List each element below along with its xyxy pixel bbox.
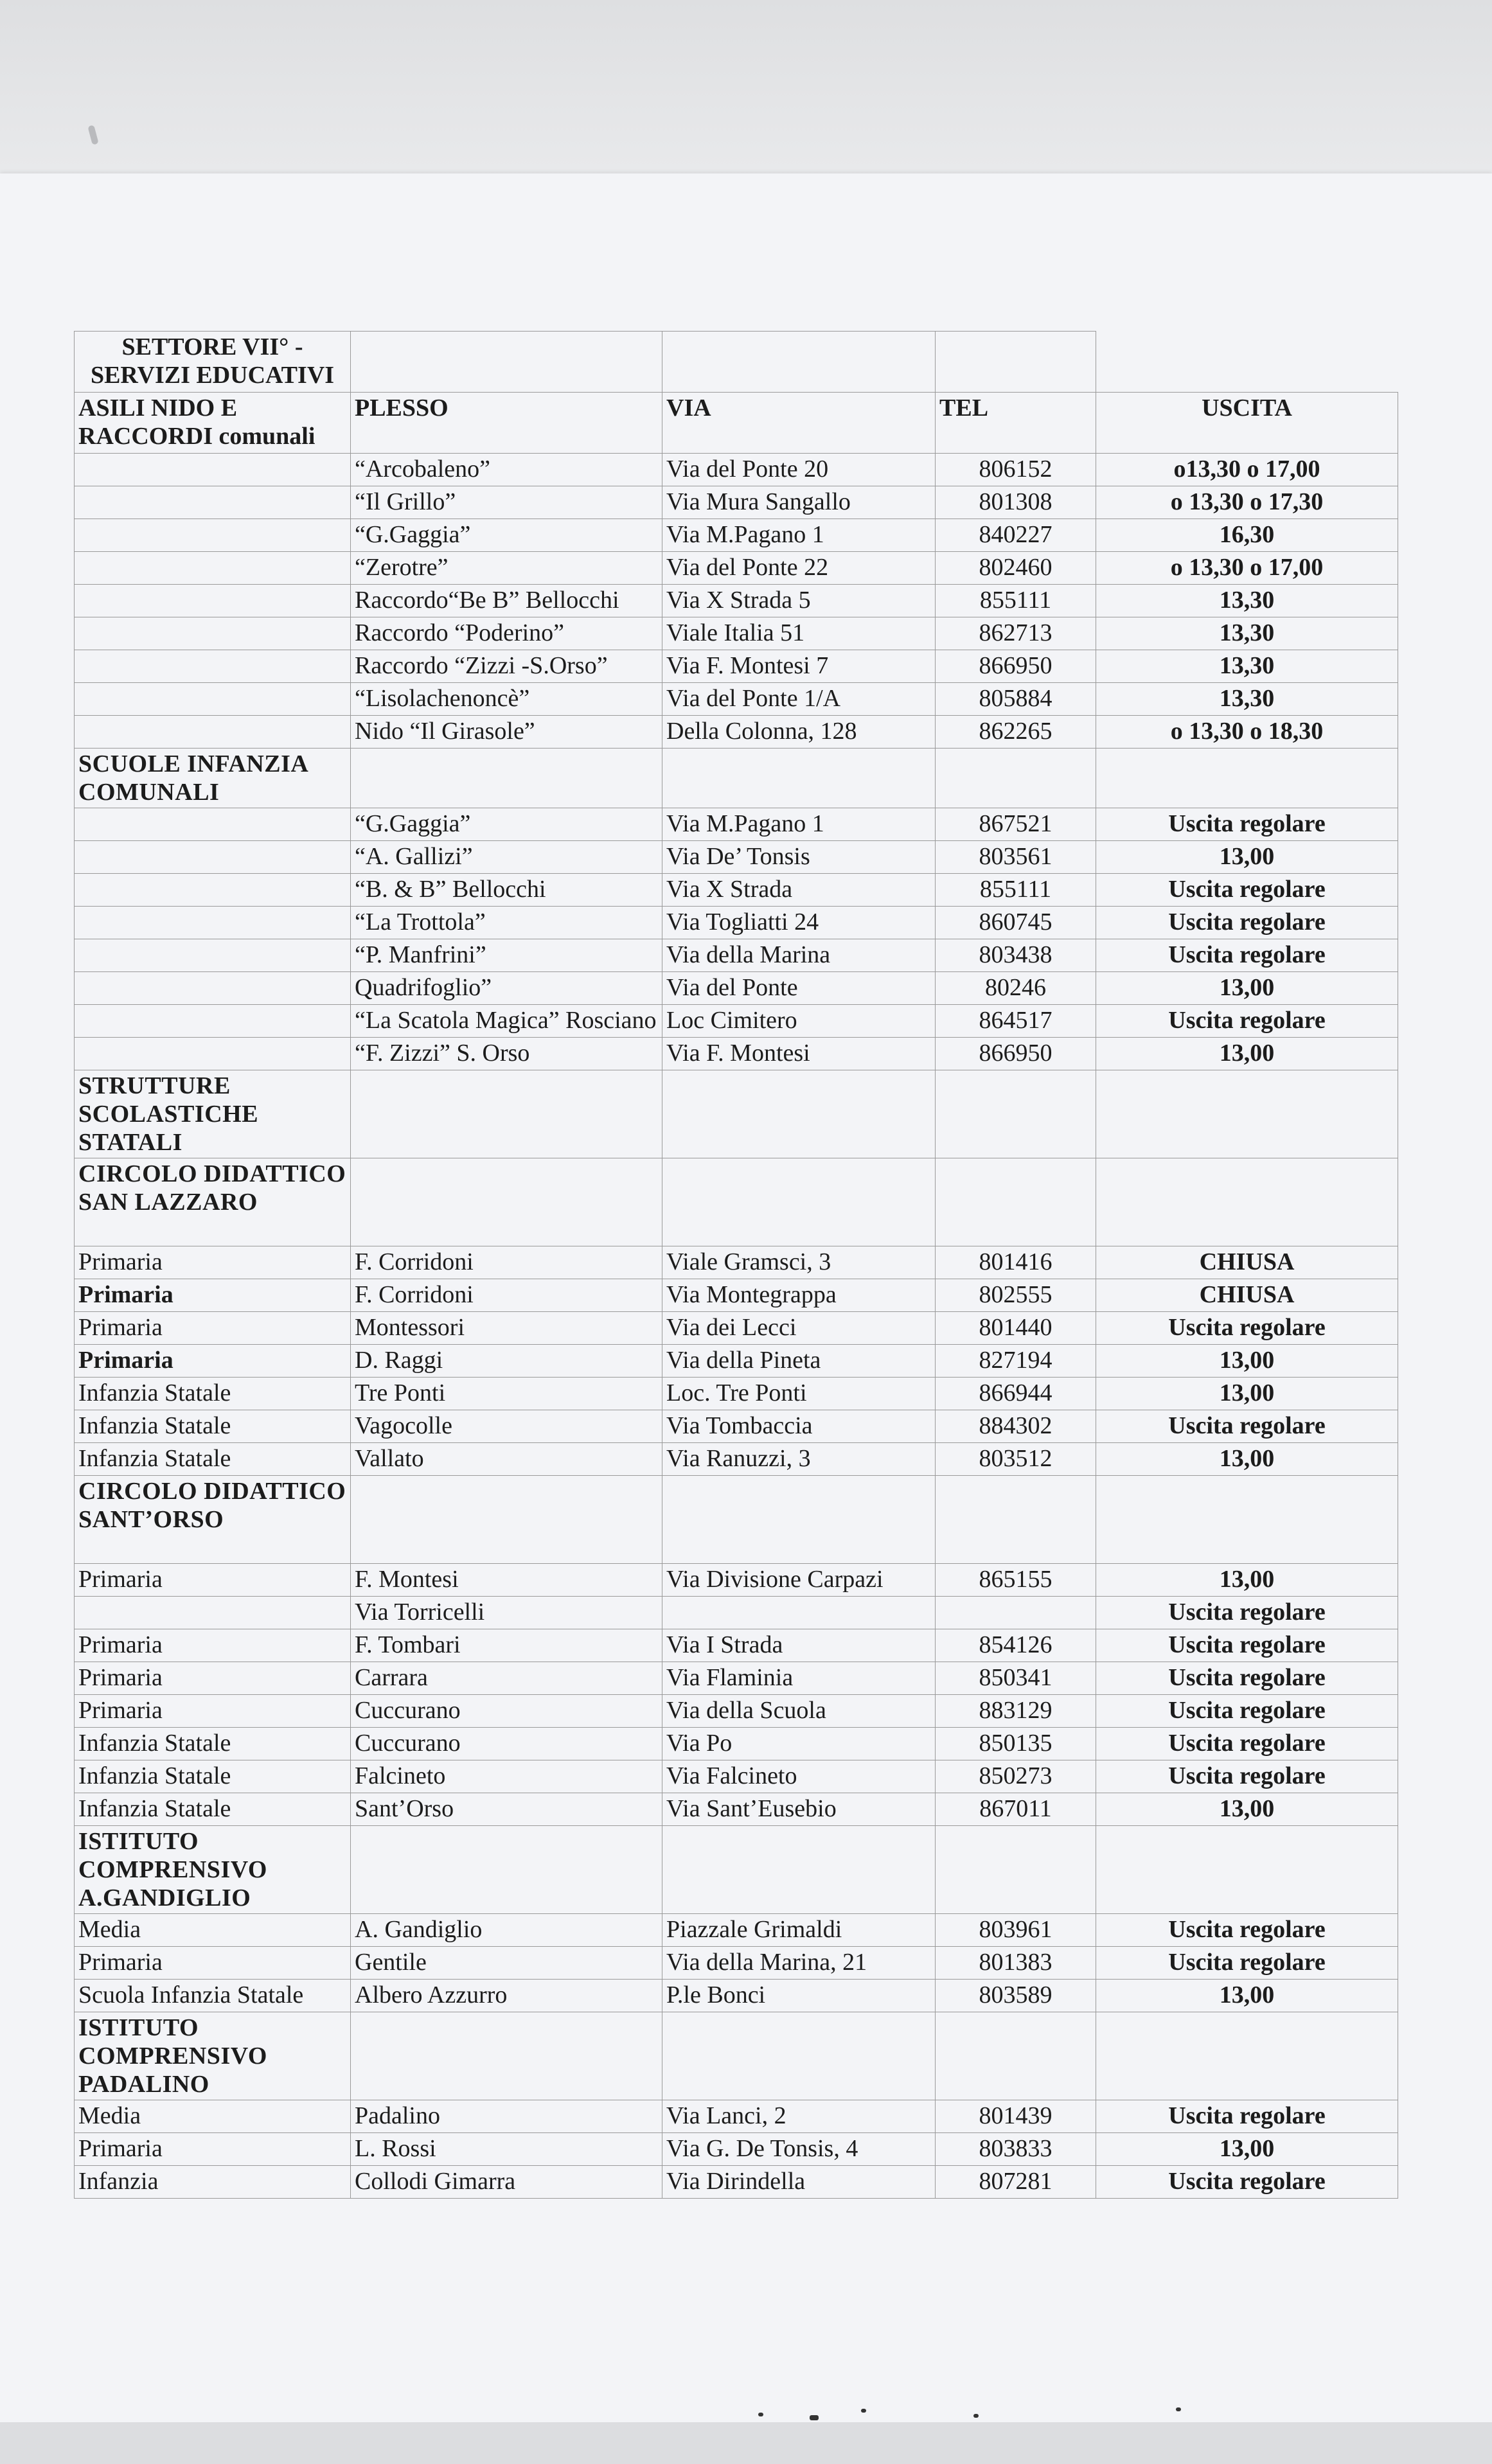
- cell-uscita: 13,00: [1096, 841, 1398, 874]
- cell-tel: 803589: [936, 1980, 1096, 2012]
- table-row: [75, 1695, 1398, 1728]
- cell-via: Via F. Montesi 7: [662, 650, 936, 683]
- cell-tel: 806152: [936, 454, 1096, 486]
- empty-cell: [351, 2012, 662, 2100]
- cell-via: Via X Strada 5: [662, 585, 936, 617]
- section-row: [75, 1476, 1398, 1564]
- cell-plesso: D. Raggi: [351, 1345, 662, 1378]
- table-row: [75, 1760, 1398, 1793]
- section-row: [75, 2012, 1398, 2100]
- cell-tel: 801308: [936, 486, 1096, 519]
- table-row: [75, 1564, 1398, 1597]
- cell-tipo: [75, 683, 351, 716]
- cell-tel: [936, 1597, 1096, 1629]
- cell-tipo: [75, 519, 351, 552]
- scan-dots: [758, 2406, 1208, 2419]
- cell-uscita: Uscita regolare: [1096, 2166, 1398, 2199]
- cell-tipo: Primaria: [75, 1629, 351, 1662]
- cell-plesso: “A. Gallizi”: [351, 841, 662, 874]
- cell-tipo: Primaria: [75, 2133, 351, 2166]
- cell-via: Via del Ponte: [662, 972, 936, 1005]
- cell-uscita: Uscita regolare: [1096, 907, 1398, 939]
- cell-via: Piazzale Grimaldi: [662, 1914, 936, 1947]
- cell-tel: 860745: [936, 907, 1096, 939]
- table-row: [75, 486, 1398, 519]
- cell-tipo: [75, 972, 351, 1005]
- empty-cell: [1096, 1070, 1398, 1158]
- cell-plesso: “G.Gaggia”: [351, 808, 662, 841]
- cell-uscita: o13,30 o 17,00: [1096, 454, 1398, 486]
- cell-plesso: “G.Gaggia”: [351, 519, 662, 552]
- cell-plesso: “Zerotre”: [351, 552, 662, 585]
- cell-tipo: Infanzia Statale: [75, 1443, 351, 1476]
- empty-cell: [351, 1476, 662, 1564]
- section-title-infanzia-comunali: SCUOLE INFANZIA COMUNALI: [75, 749, 351, 808]
- cell-plesso: Tre Ponti: [351, 1378, 662, 1410]
- empty-cell: [1096, 1826, 1398, 1914]
- cell-tipo: [75, 1038, 351, 1070]
- cell-tel: 865155: [936, 1564, 1096, 1597]
- cell-plesso: “P. Manfrini”: [351, 939, 662, 972]
- cell-plesso: Falcineto: [351, 1760, 662, 1793]
- cell-via: Via dei Lecci: [662, 1312, 936, 1345]
- cell-via: Via Sant’Eusebio: [662, 1793, 936, 1826]
- cell-uscita: 13,00: [1096, 1378, 1398, 1410]
- cell-plesso: Collodi Gimarra: [351, 2166, 662, 2199]
- empty-cell: [1096, 2012, 1398, 2100]
- cell-tipo: Primaria: [75, 1564, 351, 1597]
- section-title-padalino: ISTITUTO COMPRENSIVO PADALINO: [75, 2012, 351, 2100]
- cell-tipo: [75, 716, 351, 749]
- table-row: [75, 1378, 1398, 1410]
- table-row: [75, 1728, 1398, 1760]
- cell-tipo: [75, 585, 351, 617]
- cell-tel: 864517: [936, 1005, 1096, 1038]
- cell-via: Via X Strada: [662, 874, 936, 907]
- cell-tipo: Infanzia Statale: [75, 1760, 351, 1793]
- cell-via: Loc Cimitero: [662, 1005, 936, 1038]
- section-title-san-lazzaro: CIRCOLO DIDATTICO SAN LAZZARO: [75, 1158, 351, 1246]
- cell-via: Via del Ponte 1/A: [662, 683, 936, 716]
- empty-cell: [662, 749, 936, 808]
- cell-uscita: Uscita regolare: [1096, 939, 1398, 972]
- cell-via: Via I Strada: [662, 1629, 936, 1662]
- cell-uscita: 16,30: [1096, 519, 1398, 552]
- section-title-gandiglio: ISTITUTO COMPRENSIVO A.GANDIGLIO: [75, 1826, 351, 1914]
- cell-plesso: “F. Zizzi” S. Orso: [351, 1038, 662, 1070]
- table-row: [75, 650, 1398, 683]
- table-row: [75, 1312, 1398, 1345]
- cell-uscita: Uscita regolare: [1096, 1629, 1398, 1662]
- cell-via: Loc. Tre Ponti: [662, 1378, 936, 1410]
- table-row: [75, 972, 1398, 1005]
- empty-cell: [351, 749, 662, 808]
- cell-tipo: [75, 808, 351, 841]
- cell-tipo: Infanzia Statale: [75, 1378, 351, 1410]
- empty-cell: [662, 1476, 936, 1564]
- cell-tipo: [75, 907, 351, 939]
- cell-plesso: Quadrifoglio”: [351, 972, 662, 1005]
- cell-tel: 803512: [936, 1443, 1096, 1476]
- cell-via: Via G. De Tonsis, 4: [662, 2133, 936, 2166]
- cell-tel: 855111: [936, 874, 1096, 907]
- cell-plesso: Gentile: [351, 1947, 662, 1980]
- empty-cell: [936, 749, 1096, 808]
- cell-tipo: [75, 617, 351, 650]
- cell-via: Via Falcineto: [662, 1760, 936, 1793]
- cell-tipo: Primaria: [75, 1246, 351, 1279]
- table-row: [75, 519, 1398, 552]
- cell-tel: 884302: [936, 1410, 1096, 1443]
- cell-tipo: Primaria: [75, 1947, 351, 1980]
- table-row: [75, 1410, 1398, 1443]
- cell-plesso: Montessori: [351, 1312, 662, 1345]
- cell-tel: 805884: [936, 683, 1096, 716]
- cell-via: Viale Italia 51: [662, 617, 936, 650]
- cell-via: Via M.Pagano 1: [662, 808, 936, 841]
- cell-plesso: F. Corridoni: [351, 1246, 662, 1279]
- cell-tipo: [75, 486, 351, 519]
- cell-tel: 801440: [936, 1312, 1096, 1345]
- header-tel: TEL: [936, 393, 1096, 454]
- header-uscita: USCITA: [1096, 393, 1398, 454]
- empty-cell: [662, 1070, 936, 1158]
- cell-via: Via Po: [662, 1728, 936, 1760]
- table-row: [75, 1246, 1398, 1279]
- cell-plesso: F. Corridoni: [351, 1279, 662, 1312]
- cell-plesso: Via Torricelli: [351, 1597, 662, 1629]
- cell-uscita: Uscita regolare: [1096, 874, 1398, 907]
- table-row: [75, 585, 1398, 617]
- empty-cell: [351, 1070, 662, 1158]
- cell-via: Via F. Montesi: [662, 1038, 936, 1070]
- empty-cell: [662, 1158, 936, 1246]
- cell-uscita: 13,30: [1096, 585, 1398, 617]
- cell-uscita: 13,00: [1096, 1345, 1398, 1378]
- cell-plesso: Raccordo “Poderino”: [351, 617, 662, 650]
- cell-tel: 855111: [936, 585, 1096, 617]
- cell-tel: 803561: [936, 841, 1096, 874]
- table-row: [75, 617, 1398, 650]
- cell-plesso: Cuccurano: [351, 1728, 662, 1760]
- cell-tel: 850273: [936, 1760, 1096, 1793]
- cell-tel: 803961: [936, 1914, 1096, 1947]
- empty-cell: [351, 1158, 662, 1246]
- empty-cell: [936, 1476, 1096, 1564]
- cell-tel: 803833: [936, 2133, 1096, 2166]
- cell-via: Via Ranuzzi, 3: [662, 1443, 936, 1476]
- cell-uscita: Uscita regolare: [1096, 1005, 1398, 1038]
- section-row: [75, 1158, 1398, 1246]
- cell-uscita: Uscita regolare: [1096, 808, 1398, 841]
- cell-plesso: F. Montesi: [351, 1564, 662, 1597]
- table-row: [75, 2166, 1398, 2199]
- table-row: [75, 1279, 1398, 1312]
- cell-uscita: Uscita regolare: [1096, 1914, 1398, 1947]
- cell-uscita: Uscita regolare: [1096, 1410, 1398, 1443]
- table-row: [75, 2133, 1398, 2166]
- empty-cell: [936, 1158, 1096, 1246]
- cell-via: Via della Marina, 21: [662, 1947, 936, 1980]
- cell-tipo: Media: [75, 2100, 351, 2133]
- empty-cell: [936, 1070, 1096, 1158]
- header-via: VIA: [662, 393, 936, 454]
- cell-plesso: Padalino: [351, 2100, 662, 2133]
- table-row: [75, 874, 1398, 907]
- cell-plesso: “Arcobaleno”: [351, 454, 662, 486]
- cell-uscita: Uscita regolare: [1096, 1947, 1398, 1980]
- cell-uscita: Uscita regolare: [1096, 1728, 1398, 1760]
- cell-tel: 801416: [936, 1246, 1096, 1279]
- empty-cell: [1096, 1476, 1398, 1564]
- table-row: [75, 552, 1398, 585]
- header-asili: ASILI NIDO E RACCORDI comunali: [75, 393, 351, 454]
- cell-uscita: 13,30: [1096, 617, 1398, 650]
- cell-uscita: 13,00: [1096, 1038, 1398, 1070]
- cell-tipo: Scuola Infanzia Statale: [75, 1980, 351, 2012]
- cell-plesso: Raccordo “Zizzi -S.Orso”: [351, 650, 662, 683]
- cell-via: Via Divisione Carpazi: [662, 1564, 936, 1597]
- cell-plesso: Albero Azzurro: [351, 1980, 662, 2012]
- cell-uscita: 13,30: [1096, 650, 1398, 683]
- header-row-2: [75, 393, 1398, 454]
- cell-via: Via Dirindella: [662, 2166, 936, 2199]
- cell-uscita: Uscita regolare: [1096, 1695, 1398, 1728]
- cell-tel: 827194: [936, 1345, 1096, 1378]
- section-row: [75, 749, 1398, 808]
- cell-uscita: Uscita regolare: [1096, 1597, 1398, 1629]
- cell-tel: 867521: [936, 808, 1096, 841]
- cell-via: Via della Pineta: [662, 1345, 936, 1378]
- empty-cell: [662, 2012, 936, 2100]
- cell-tel: 862265: [936, 716, 1096, 749]
- section-title-strutture: STRUTTURE SCOLASTICHE STATALI: [75, 1070, 351, 1158]
- table-row: [75, 907, 1398, 939]
- table-row: [75, 841, 1398, 874]
- cell-tel: 807281: [936, 2166, 1096, 2199]
- table-row: [75, 1038, 1398, 1070]
- cell-tel: 854126: [936, 1629, 1096, 1662]
- cell-via: Via della Scuola: [662, 1695, 936, 1728]
- table-row: [75, 1662, 1398, 1695]
- cell-plesso: “La Scatola Magica” Rosciano: [351, 1005, 662, 1038]
- cell-via: Via Togliatti 24: [662, 907, 936, 939]
- table-row: [75, 1443, 1398, 1476]
- cell-tipo: [75, 874, 351, 907]
- cell-via: Via della Marina: [662, 939, 936, 972]
- section-row: [75, 1070, 1398, 1158]
- cell-via: Via M.Pagano 1: [662, 519, 936, 552]
- cell-tipo: [75, 552, 351, 585]
- cell-tipo: Primaria: [75, 1695, 351, 1728]
- cell-via: Via Montegrappa: [662, 1279, 936, 1312]
- cell-tipo: [75, 1597, 351, 1629]
- cell-uscita: CHIUSA: [1096, 1246, 1398, 1279]
- cell-tipo: Primaria: [75, 1312, 351, 1345]
- cell-plesso: “B. & B” Bellocchi: [351, 874, 662, 907]
- cell-plesso: Carrara: [351, 1662, 662, 1695]
- empty-cell: [351, 1826, 662, 1914]
- cell-tel: 802555: [936, 1279, 1096, 1312]
- header-plesso: PLESSO: [351, 393, 662, 454]
- cell-tel: 862713: [936, 617, 1096, 650]
- table-row: [75, 1597, 1398, 1629]
- section-title-sant-orso: CIRCOLO DIDATTICO SANT’ORSO: [75, 1476, 351, 1564]
- cell-uscita: o 13,30 o 18,30: [1096, 716, 1398, 749]
- cell-plesso: A. Gandiglio: [351, 1914, 662, 1947]
- cell-tipo: [75, 939, 351, 972]
- cell-plesso: Nido “Il Girasole”: [351, 716, 662, 749]
- table-row: [75, 1914, 1398, 1947]
- cell-tel: 867011: [936, 1793, 1096, 1826]
- cell-via: Della Colonna, 128: [662, 716, 936, 749]
- cell-tipo: Primaria: [75, 1279, 351, 1312]
- table-row: [75, 716, 1398, 749]
- cell-tipo: Primaria: [75, 1662, 351, 1695]
- table-row: [75, 1947, 1398, 1980]
- header-settore: SETTORE VII° - SERVIZI EDUCATIVI: [75, 332, 351, 393]
- cell-plesso: Vagocolle: [351, 1410, 662, 1443]
- cell-tel: 850135: [936, 1728, 1096, 1760]
- cell-tipo: Primaria: [75, 1345, 351, 1378]
- background-top: [0, 0, 1492, 186]
- table-row: [75, 2100, 1398, 2133]
- table-row: [75, 1980, 1398, 2012]
- cell-via: Via Mura Sangallo: [662, 486, 936, 519]
- cell-tel: 866944: [936, 1378, 1096, 1410]
- cell-tel: 803438: [936, 939, 1096, 972]
- cell-via: [662, 1597, 936, 1629]
- cell-tel: 866950: [936, 1038, 1096, 1070]
- empty-cell: [936, 2012, 1096, 2100]
- table-row: [75, 454, 1398, 486]
- cell-plesso: “Lisolachenoncè”: [351, 683, 662, 716]
- empty-cell: [1096, 749, 1398, 808]
- cell-uscita: 13,00: [1096, 2133, 1398, 2166]
- cell-plesso: Vallato: [351, 1443, 662, 1476]
- cell-plesso: “Il Grillo”: [351, 486, 662, 519]
- cell-uscita: 13,00: [1096, 1980, 1398, 2012]
- cell-via: P.le Bonci: [662, 1980, 936, 2012]
- cell-via: Via De’ Tonsis: [662, 841, 936, 874]
- empty-cell: [936, 1826, 1096, 1914]
- table-row: [75, 683, 1398, 716]
- cell-plesso: Cuccurano: [351, 1695, 662, 1728]
- cell-via: Via del Ponte 22: [662, 552, 936, 585]
- cell-plesso: Raccordo“Be B” Bellocchi: [351, 585, 662, 617]
- cell-tipo: [75, 1005, 351, 1038]
- schools-table: [74, 331, 1398, 2199]
- cell-uscita: Uscita regolare: [1096, 1312, 1398, 1345]
- cell-uscita: 13,30: [1096, 683, 1398, 716]
- cell-via: Viale Gramsci, 3: [662, 1246, 936, 1279]
- cell-uscita: o 13,30 o 17,30: [1096, 486, 1398, 519]
- cell-uscita: Uscita regolare: [1096, 1662, 1398, 1695]
- empty-cell: [1096, 1158, 1398, 1246]
- cell-tel: 801383: [936, 1947, 1096, 1980]
- cell-uscita: CHIUSA: [1096, 1279, 1398, 1312]
- cell-uscita: 13,00: [1096, 972, 1398, 1005]
- cell-tipo: [75, 650, 351, 683]
- cell-tel: 883129: [936, 1695, 1096, 1728]
- cell-via: Via Lanci, 2: [662, 2100, 936, 2133]
- cell-tel: 866950: [936, 650, 1096, 683]
- table-row: [75, 1005, 1398, 1038]
- cell-tel: 801439: [936, 2100, 1096, 2133]
- cell-plesso: “La Trottola”: [351, 907, 662, 939]
- cell-tipo: [75, 454, 351, 486]
- cell-tipo: [75, 841, 351, 874]
- cell-tipo: Infanzia Statale: [75, 1793, 351, 1826]
- cell-tel: 802460: [936, 552, 1096, 585]
- cell-plesso: L. Rossi: [351, 2133, 662, 2166]
- cell-uscita: o 13,30 o 17,00: [1096, 552, 1398, 585]
- header-row-1: [75, 332, 1398, 393]
- cell-tipo: Infanzia: [75, 2166, 351, 2199]
- cell-tipo: Media: [75, 1914, 351, 1947]
- table-row: [75, 939, 1398, 972]
- background-bottom: [0, 2422, 1492, 2464]
- cell-plesso: Sant’Orso: [351, 1793, 662, 1826]
- table-row: [75, 1793, 1398, 1826]
- cell-uscita: 13,00: [1096, 1443, 1398, 1476]
- cell-uscita: Uscita regolare: [1096, 1760, 1398, 1793]
- cell-via: Via del Ponte 20: [662, 454, 936, 486]
- cell-via: Via Flaminia: [662, 1662, 936, 1695]
- table-row: [75, 1345, 1398, 1378]
- table-row: [75, 1629, 1398, 1662]
- cell-tel: 840227: [936, 519, 1096, 552]
- cell-plesso: F. Tombari: [351, 1629, 662, 1662]
- cell-uscita: 13,00: [1096, 1793, 1398, 1826]
- cell-tipo: Infanzia Statale: [75, 1728, 351, 1760]
- section-row: [75, 1826, 1398, 1914]
- cell-uscita: 13,00: [1096, 1564, 1398, 1597]
- cell-tipo: Infanzia Statale: [75, 1410, 351, 1443]
- cell-uscita: Uscita regolare: [1096, 2100, 1398, 2133]
- cell-via: Via Tombaccia: [662, 1410, 936, 1443]
- cell-tel: 80246: [936, 972, 1096, 1005]
- table-row: [75, 808, 1398, 841]
- empty-cell: [662, 1826, 936, 1914]
- cell-tel: 850341: [936, 1662, 1096, 1695]
